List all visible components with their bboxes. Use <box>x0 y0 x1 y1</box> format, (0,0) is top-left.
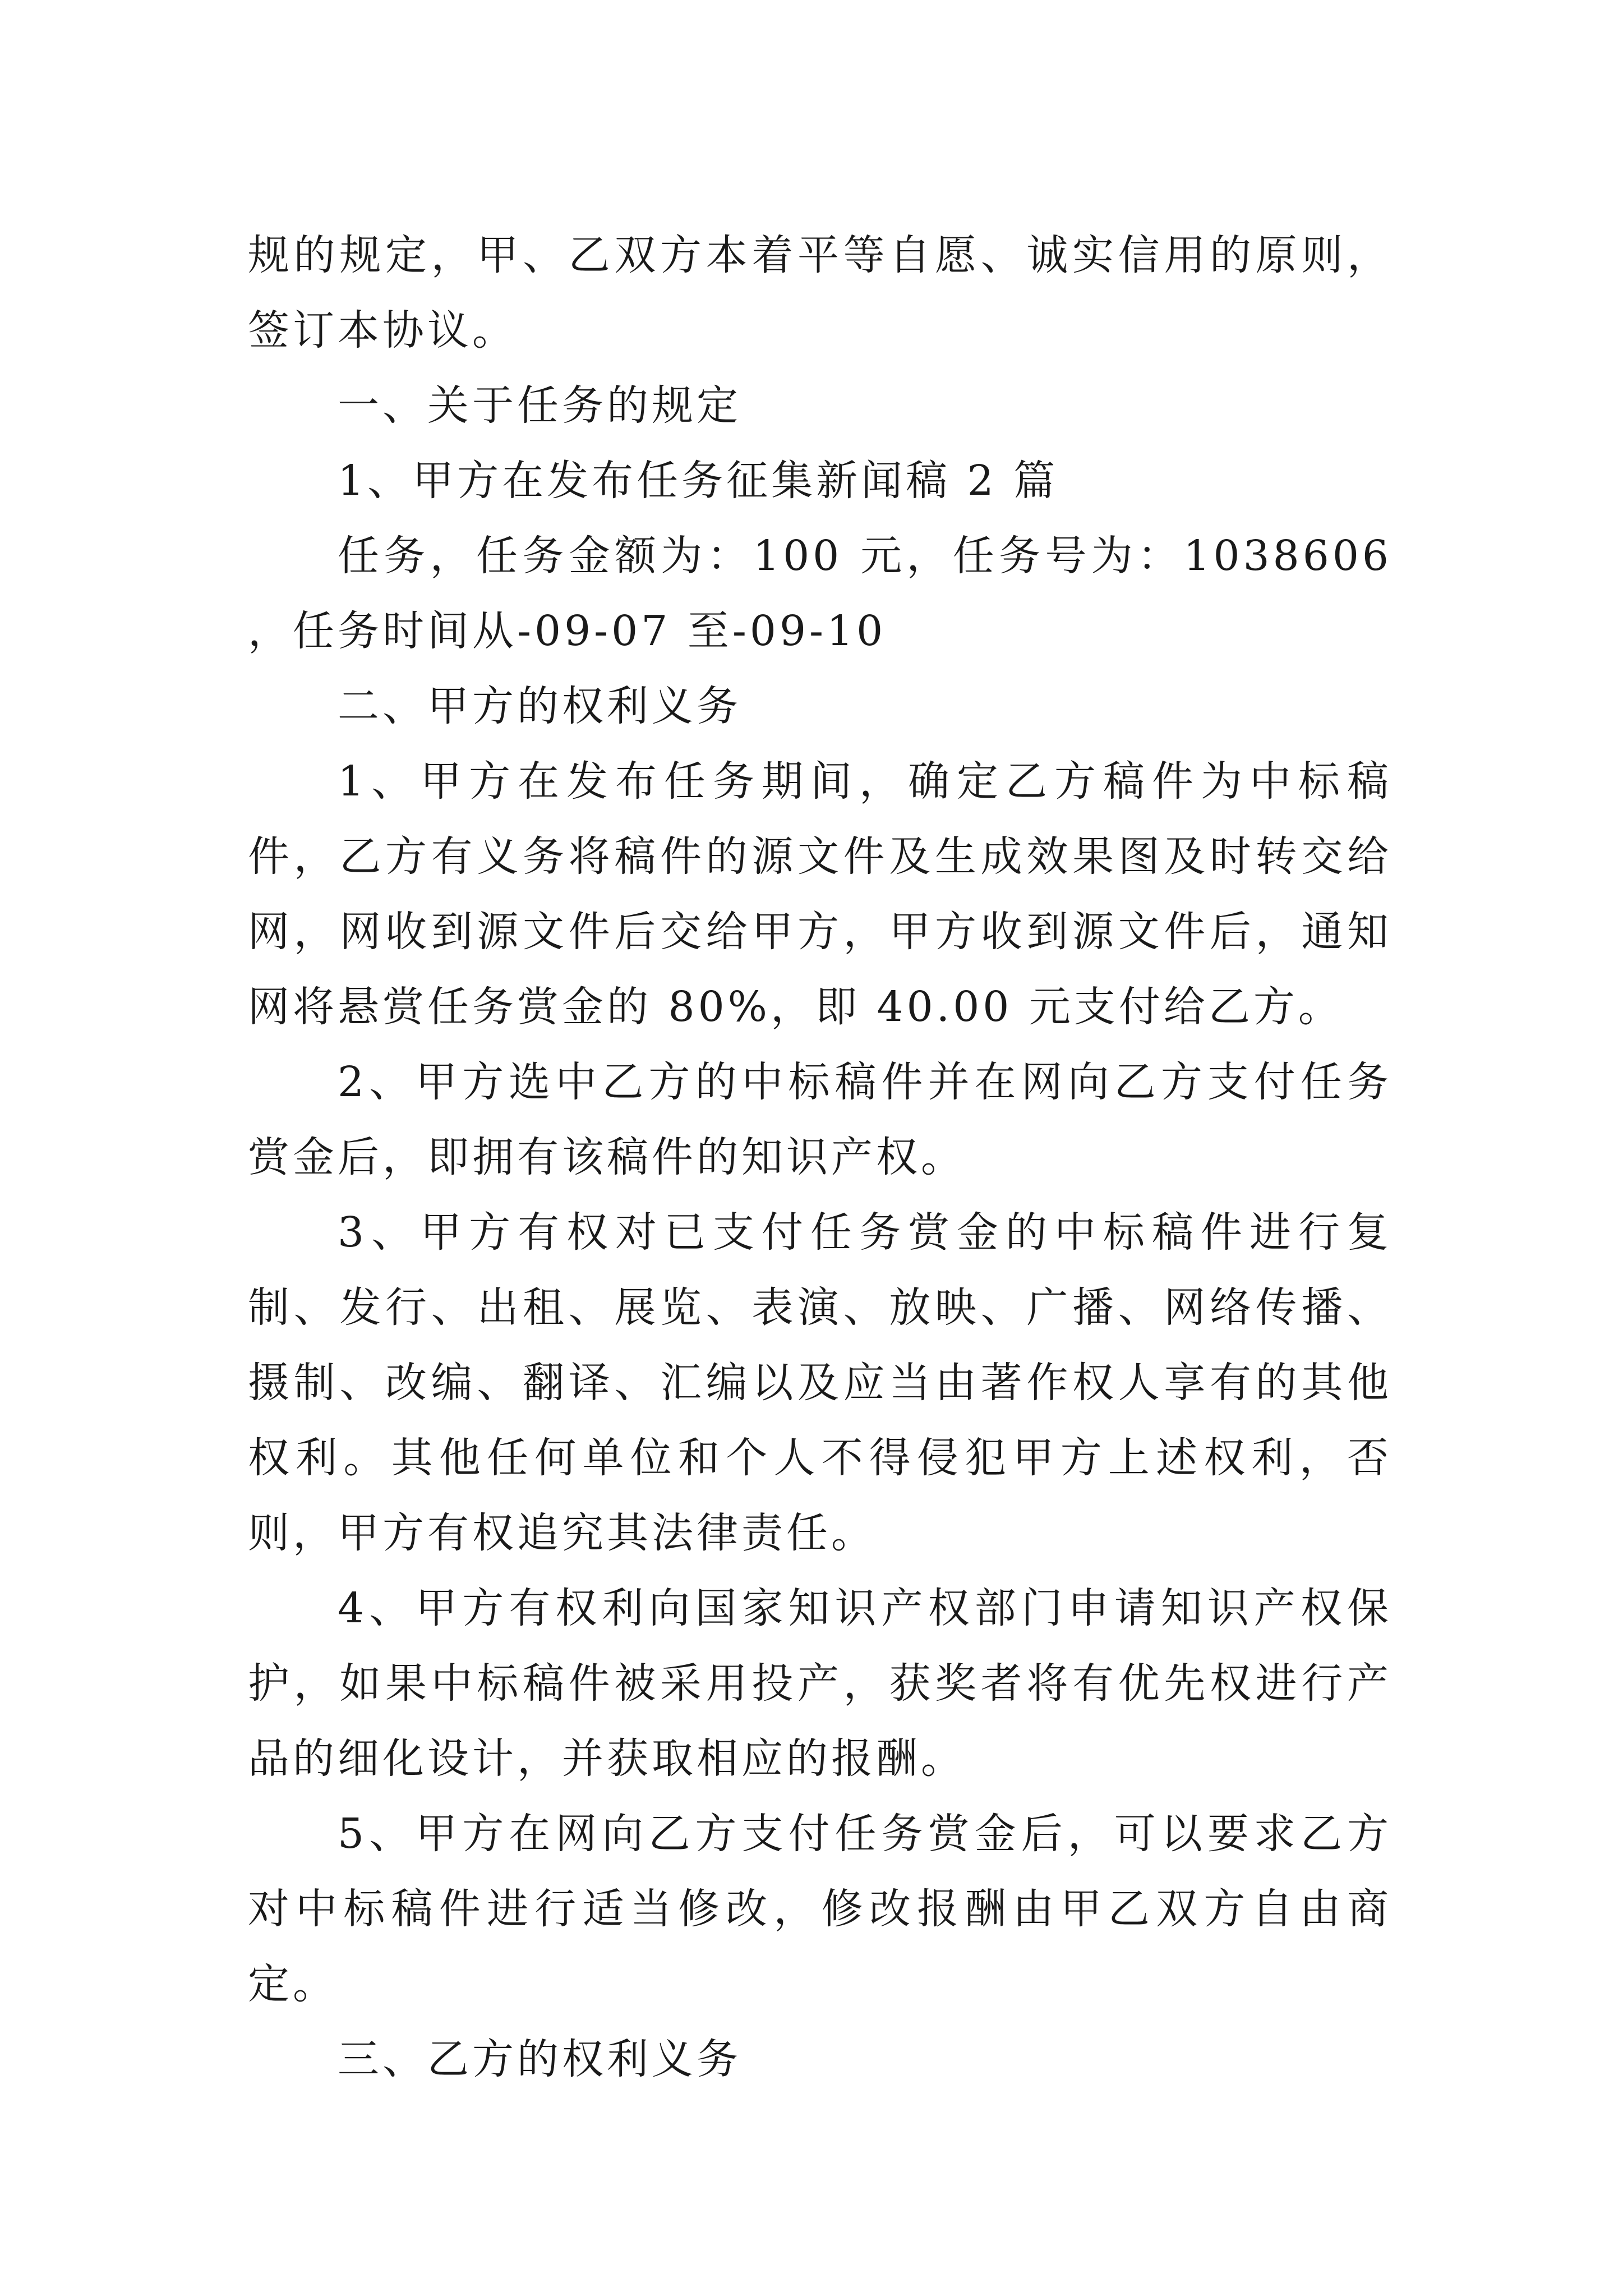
paragraph-party-a-item-1: 1、甲方在发布任务期间，确定乙方稿件为中标稿件，乙方有义务将稿件的源文件及生成效果图及时转交给网，网收到源文件后交给甲方，甲方收到源文件后，通知网将悬赏任务赏金的 80%，即 40.00 元支付给乙方。 <box>248 757 1392 1031</box>
paragraph-party-a-item-3: 3、甲方有权对已支付任务赏金的中标稿件进行复制、发行、出租、展览、表演、放映、广播、网络传播、摄制、改编、翻译、汇编以及应当由著作权人享有的其他权利。其他任何单位和个人不得侵犯甲方上述权利，否则，甲方有权追究其法律责任。 <box>248 1208 1392 1557</box>
document-body <box>248 218 1392 2097</box>
paragraph-party-a-item-4: 4、甲方有权利向国家知识产权部门申请知识产权保护，如果中标稿件被采用投产，获奖者将有优先权进行产品的细化设计，并获取相应的报酬。 <box>248 1584 1392 1783</box>
paragraph-continuation: 规的规定，甲、乙双方本着平等自愿、诚实信用的原则，签订本协议。 <box>248 231 1392 355</box>
paragraph-task-publish: 1、甲方在发布任务征集新闻稿 2 篇 <box>338 457 1059 505</box>
section-heading-task-rules: 一、关于任务的规定 <box>338 381 741 430</box>
paragraph-party-a-item-2: 2、甲方选中乙方的中标稿件并在网向乙方支付任务赏金后，即拥有该稿件的知识产权。 <box>248 1058 1392 1181</box>
paragraph-task-details: 任务，任务金额为：100 元，任务号为：1038606 ，任务时间从-09-07 至-09-10 <box>248 532 1392 655</box>
paragraph-party-a-item-5: 5、甲方在网向乙方支付任务赏金后，可以要求乙方对中标稿件进行适当修改，修改报酬由甲乙双方自由商定。 <box>248 1810 1392 2008</box>
section-heading-party-b-rights: 三、乙方的权利义务 <box>338 2035 741 2083</box>
section-heading-party-a-rights: 二、甲方的权利义务 <box>338 682 741 730</box>
